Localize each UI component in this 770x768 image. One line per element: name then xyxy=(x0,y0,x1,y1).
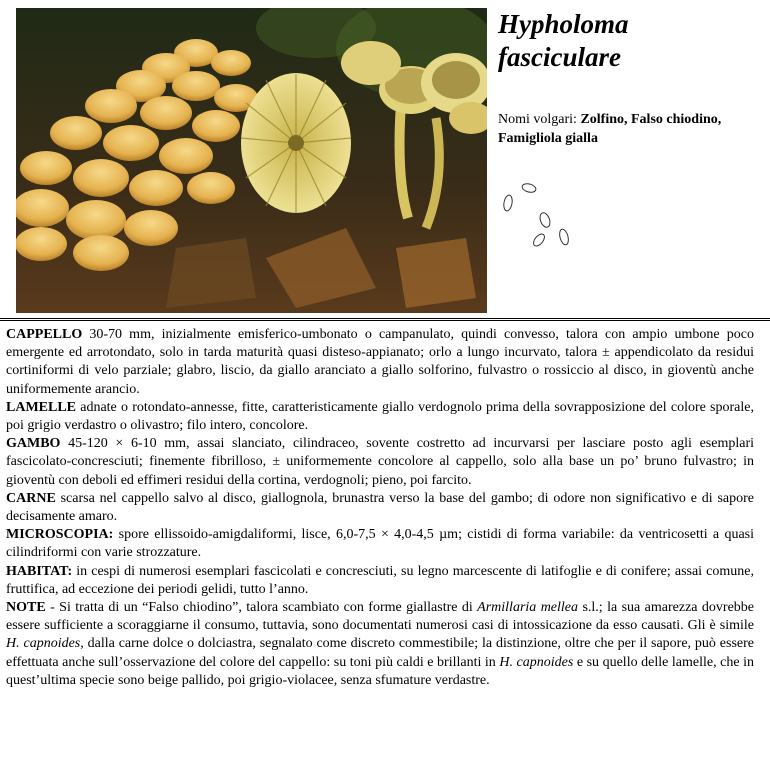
section-text: - Si tratta di un “Falso chiodino”, talora scambiato con forme giallastre di xyxy=(45,600,478,616)
section-microscopia xyxy=(6,526,754,562)
common-names xyxy=(498,110,766,148)
divider-line xyxy=(0,318,770,319)
species-name-italic: H. capnoides xyxy=(499,654,574,670)
common-names-value: Zolfino, Falso chiodino, Famigliola gialla xyxy=(498,112,722,146)
spore-3 xyxy=(538,211,552,228)
section-text: 45-120 × 6-10 mm, assai slanciato, cilindraceo, sovente costretto ad incurvarsi per lasciare posto agli esemplari fascicolato-concresciuti; finemente fibrilloso, ± uniformemente concolore al cappello, solo alla base un po’ bruno fulvastro; in gioventù con deboli ed effimeri residui della cortina, verdognoli; pieno, poi farcito. xyxy=(6,436,754,488)
section-note xyxy=(6,599,754,690)
section-text: in cespi di numerosi esemplari fascicolati e concresciuti, su legno marcescente di latifoglie e di conifere; assai comune, fruttifica, ad eccezione dei periodi gelidi, tutto l’anno. xyxy=(6,563,754,597)
section-heading: CARNE xyxy=(6,490,56,506)
species-epithet: fasciculare xyxy=(498,42,621,72)
section-habitat xyxy=(6,563,754,599)
spore-2 xyxy=(503,194,514,211)
section-text: , dalla carne dolce o dolciastra, segnalato come discreto commestibile; la distinzione, oltre che per il sapore, può essere effettuata anche sull’osservazione del colore del cappello: su toni più caldi e brillanti in xyxy=(6,636,754,670)
description xyxy=(6,326,754,690)
spore-5 xyxy=(558,228,570,246)
section-lamelle xyxy=(6,399,754,435)
section-text: scarsa nel cappello salvo al disco, giallognola, brunastra verso la base del gambo; di odore non significativo e di sapore decisamente amaro. xyxy=(6,490,754,525)
section-heading: LAMELLE xyxy=(6,399,77,415)
species-name-italic: H. capnoides xyxy=(6,636,81,652)
species-name-italic: Armillaria mellea xyxy=(477,600,579,616)
spore-1 xyxy=(521,182,537,193)
section-carne xyxy=(6,490,754,526)
section-heading: MICROSCOPIA: xyxy=(6,527,114,543)
section-gambo xyxy=(6,435,754,490)
section-heading: GAMBO xyxy=(6,436,61,452)
species-genus: Hypholoma xyxy=(498,9,629,39)
section-text: e su quello delle lamelle, che in quest’ultima specie sono beige pallido, poi grigio-violacee, senza sfumature verdastre. xyxy=(6,654,754,688)
section-cappello xyxy=(6,326,754,399)
species-title xyxy=(498,8,768,74)
common-names-label: Nomi volgari: xyxy=(498,112,577,127)
section-heading: CAPPELLO xyxy=(6,327,83,342)
section-heading: NOTE xyxy=(6,600,46,616)
divider-line xyxy=(0,320,770,321)
spores-drawing xyxy=(495,175,580,255)
section-text: adnate o rotondato-annesse, fitte, caratteristicamente giallo verdognolo prima della sovrapposizione del colore sporale, poi grigio verdastro o olivastro; filo intero, concolore. xyxy=(6,399,754,434)
mushroom-photo xyxy=(16,8,487,313)
section-text: s.l.; la sua amarezza dovrebbe essere sufficiente a scoraggiarne il consumo, tuttavia, sono documentati numerosi casi di intossicazione da esso causati. Gli è simile xyxy=(6,600,755,634)
mushroom-illustration xyxy=(16,8,487,313)
spore-4 xyxy=(531,232,546,248)
section-text: spore ellissoido-amigdaliformi, lisce, 6,0-7,5 × 4,0-4,5 µm; cistidi di forma variabile: da ventricosetti a quasi cilindriformi con varie strozzature. xyxy=(6,527,754,561)
section-text: 30-70 mm, inizialmente emisferico-umbonato o campanulato, quindi convesso, talora con ampio umbone poco emergente ed arrotondato, solo in tarda maturità quasi disteso-appianato; orlo a lungo incurvato, talora ± appendicolato da residui cortiniformi di velo parziale; glabro, liscio, da giallo aranciato a giallo solforino, fulvastro o rossiccio al disco, in gioventù anche uniformemente arancio. xyxy=(6,327,754,397)
section-heading: HABITAT: xyxy=(6,563,73,579)
